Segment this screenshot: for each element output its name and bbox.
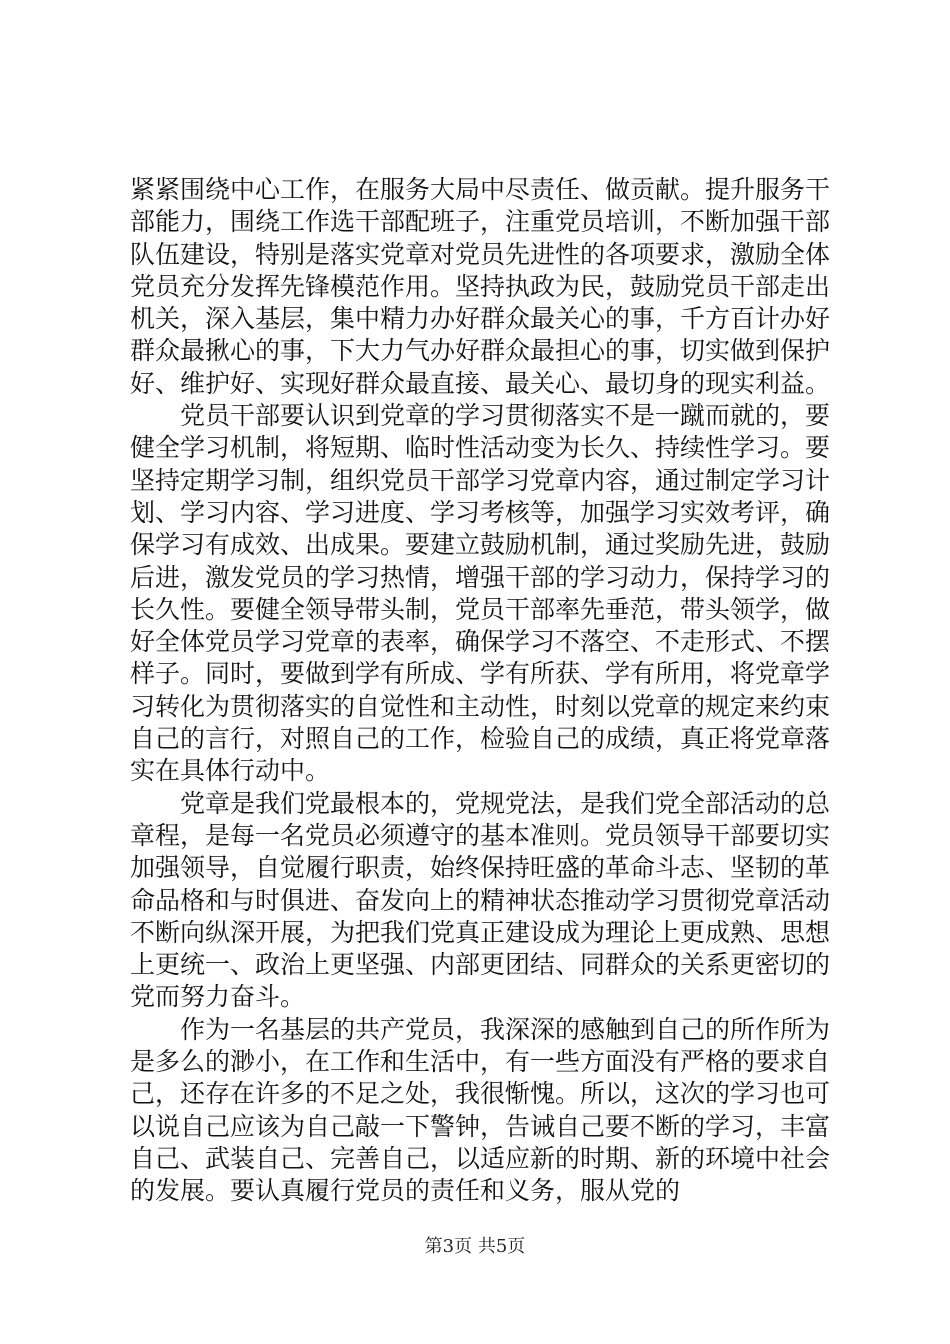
paragraph-4: 作为一名基层的共产党员，我深深的感触到自己的所作所为是多么的渺小，在工作和生活中，有一些方面没有严格的要求自己，还存在许多的不足之处，我很惭愧。所以，这次的学习也可以说自己应该为自己敲一下警钟，告诫自己要不断的学习，丰富自己、武装自己、完善自己，以适应新的时期、新的环境中社会的发展。要认真履行党员的责任和义务，服从党的 (130, 1014, 831, 1206)
document-body (130, 174, 830, 1208)
paragraph-1: 紧紧围绕中心工作，在服务大局中尽责任、做贡献。提升服务干部能力，围绕工作选干部配班子，注重党员培训，不断加强干部队伍建设，特别是落实党章对党员先进性的各项要求，激励全体党员充分发挥先锋模范作用。坚持执政为民，鼓励党员干部走出机关，深入基层，集中精力办好群众最关心的事，千方百计办好群众最揪心的事，下大力气办好群众最担心的事，切实做到保护好、维护好、实现好群众最直接、最关心、最切身的现实利益。 (130, 175, 831, 398)
paragraph-3: 党章是我们党最根本的，党规党法，是我们党全部活动的总章程，是每一名党员必须遵守的基本准则。党员领导干部要切实加强领导，自觉履行职责，始终保持旺盛的革命斗志、坚韧的革命品格和与时俱进、奋发向上的精神状态推动学习贯彻党章活动不断向纵深开展，为把我们党真正建设成为理论上更成熟、思想上更统一、政治上更坚强、内部更团结、同群众的关系更密切的党而努力奋斗。 (130, 788, 831, 1012)
page-number-footer: 第3页 共5页 (424, 1236, 526, 1257)
paragraph-2: 党员干部要认识到党章的学习贯彻落实不是一蹴而就的，要健全学习机制，将短期、临时性活动变为长久、持续性学习。要坚持定期学习制，组织党员干部学习党章内容，通过制定学习计划、学习内容、学习进度、学习考核等，加强学习实效考评，确保学习有成效、出成果。要建立鼓励机制，通过奖励先进，鼓励后进，激发党员的学习热情，增强干部的学习动力，保持学习的长久性。要健全领导带头制，党员干部率先垂范，带头领学，做好全体党员学习党章的表率，确保学习不落空、不走形式、不摆样子。同时，要做到学有所成、学有所获、学有所用，将党章学习转化为贯彻落实的自觉性和主动性，时刻以党章的规定来约束自己的言行，对照自己的工作，检验自己的成绩，真正将党章落实在具体行动中。 (130, 401, 831, 786)
